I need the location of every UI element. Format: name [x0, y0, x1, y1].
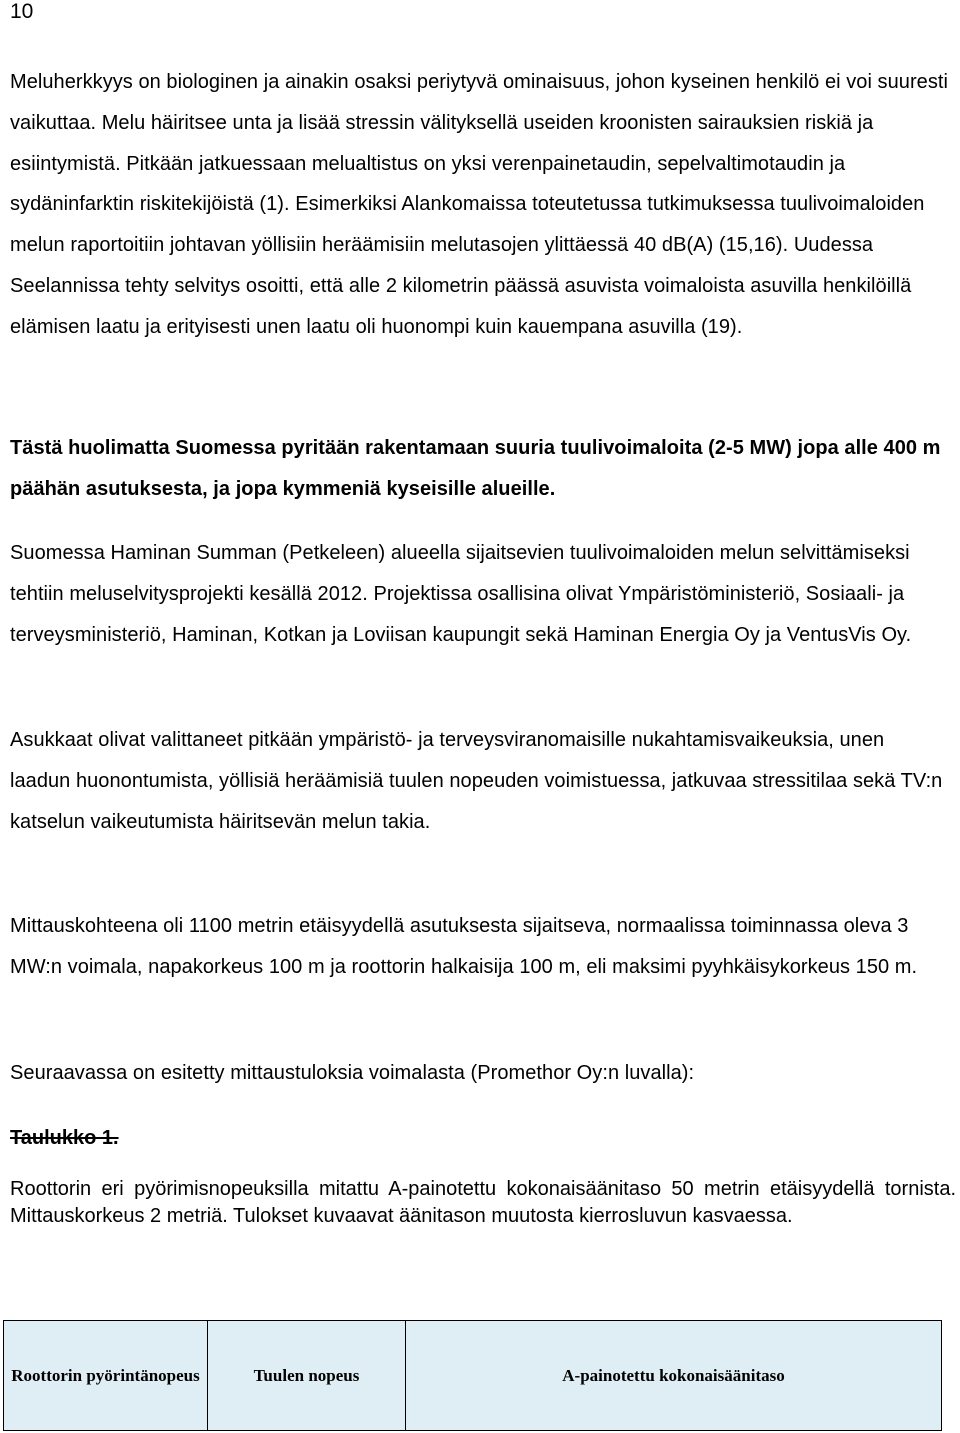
- table-header-rotor-speed: Roottorin pyörintänopeus: [4, 1321, 208, 1431]
- paragraph-resident-complaints: Asukkaat olivat valittaneet pitkään ympäristö- ja terveysviranomaisille nukahtamisvaikeuksia, unen laadun huonontumista, yöllisiä heräämisiä tuulen nopeuden voimistuessa, jatkuvaa stressitilaa sekä TV:n katselun vaikeutumista häiritsevän melun takia.: [10, 729, 943, 833]
- table-caption: Roottorin eri pyörimisnopeuksilla mitattu A-painotettu kokonaisäänitaso 50 metrin etäisyydellä tornista. Mittauskorkeus 2 metriä. Tulokset kuvaavat äänitason muutosta kierrosluvun kasvaessa.: [10, 1178, 956, 1227]
- paragraph-noise-sensitivity: Meluherkkyys on biologinen ja ainakin osaksi periytyvä ominaisuus, johon kyseinen henkilö ei voi suuresti vaikuttaa. Melu häiritsee unta ja lisää stressin välityksellä useiden kroonisten sairauksien riskiä ja esiintymistä. Pitkään jatkuessaan melualtistus on yksi verenpainetaudin, sepelvaltimotaudin ja sydäninfarktin riskitekijöistä (1). Esimerkiksi Alankomaissa toteutetussa tutkimuksessa tuulivoimaloiden melun raportoitiin johtavan yöllisiin heräämisiin melutasojen ylittäessä 40 dB(A) (15,16). Uudessa Seelannissa tehty selvitys osoitti, että alle 2 kilometrin päässä asuvista voimaloista asuvilla henkilöillä elämisen laatu ja erityisesti unen laatu oli huonompi kuin kauempana asuvilla (19).: [10, 71, 948, 338]
- table-header-sound-level: A-painotettu kokonaisäänitaso: [406, 1321, 942, 1431]
- paragraph-measurement-project: Suomessa Haminan Summan (Petkeleen) alueella sijaitsevien tuulivoimaloiden melun selvittämiseksi tehtiin meluselvitysprojekti kesällä 2012. Projektissa osallisina olivat Ympäristöministeriö, Sosiaali- ja terveysministeriö, Haminan, Kotkan ja Loviisan kaupungit sekä Haminan Energia Oy ja VentusVis Oy.: [10, 542, 912, 646]
- page-number: 10: [10, 0, 34, 23]
- paragraph-results-intro: Seuraavassa on esitetty mittaustuloksia voimalasta (Promethor Oy:n luvalla):: [10, 1062, 695, 1084]
- paragraph-bold-statement: Tästä huolimatta Suomessa pyritään rakentamaan suuria tuulivoimaloita (2-5 MW) jopa alle 400 m päähän asutuksesta, ja jopa kymmeniä kyseisille alueille.: [10, 437, 941, 500]
- table-title: Taulukko 1.: [10, 1127, 119, 1149]
- table-header-row: [4, 1321, 942, 1431]
- measurement-table: [3, 1320, 942, 1431]
- paragraph-measurement-site: Mittauskohteena oli 1100 metrin etäisyydellä asutuksesta sijaitseva, normaalissa toiminnassa oleva 3 MW:n voimala, napakorkeus 100 m ja roottorin halkaisija 100 m, eli maksimi pyyhkäisykorkeus 150 m.: [10, 915, 918, 978]
- table-header-wind-speed: Tuulen nopeus: [208, 1321, 406, 1431]
